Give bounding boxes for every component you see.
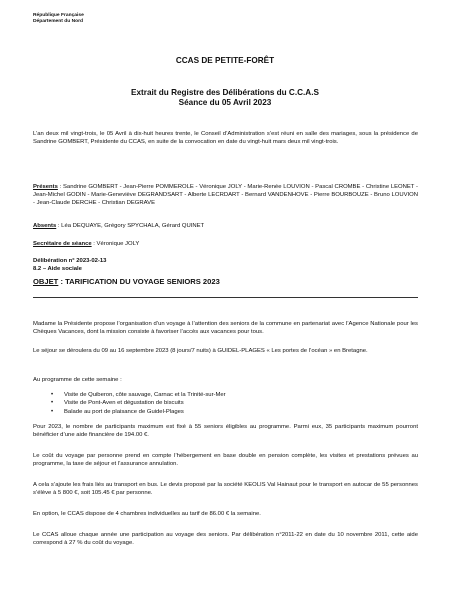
secretaire-sep: : bbox=[91, 241, 97, 247]
presents-sep: : bbox=[57, 184, 63, 190]
page-title: CCAS DE PETITE-FORÊT bbox=[175, 56, 275, 65]
intro-paragraph: L’an deux mil vingt-trois, le 05 Avril à dix-huit heures trente, le Conseil d’Administration s’est réuni en salle des mariages, sous la présidence de Sandrine GOMBERT, Présidente du CCAS, en suite de la convocation en date du vingt-huit mars deux mil vingt-trois. bbox=[33, 131, 418, 145]
presents-label: Présents bbox=[33, 184, 58, 190]
program-item: • Visite de Quiberon, côte sauvage, Carnac et la Trinité-sur-Mer bbox=[33, 391, 226, 399]
header-departement: Département du Nord bbox=[33, 19, 83, 24]
body-paragraph-7: Le CCAS alloue chaque année une participation au voyage des seniors. Par délibération n°2011-22 en date du 10 novembre 2011, cette aide correspond à 27 % du coût du voyage. bbox=[33, 532, 418, 546]
program-list bbox=[33, 391, 226, 416]
program-item: • Visite de Pont-Aven et dégustation de biscuits bbox=[33, 399, 226, 407]
absents-names: Léa DEQUAYE, Grégory SPYCHALA, Gérard QUINET bbox=[61, 223, 205, 229]
body-paragraph-6: En option, le CCAS dispose de 4 chambres individuelles au tarif de 86.00 € la semaine. bbox=[33, 511, 261, 517]
presents-names: Sandrine GOMBERT - Jean-Pierre POMMEROLE - Véronique JOLY - Marie-Renée LOUVION - Pascal CROMBE - Christine LEONET - Jean-Michel GODIN - Marie-Geneviève DEGRANDSART - Alberte LECRDART - Bernard VANDENHOVE - Pierre BOURBOUZE - Bruno LOUVION - Jean-Claude DERCHE - Christian DEGRAVE bbox=[33, 184, 418, 206]
extract-title: Extrait du Registre des Délibérations du C.C.A.S bbox=[131, 88, 319, 97]
body-paragraph-3: Pour 2023, le nombre de participants maximum est fixé à 55 seniors éligibles au programme. Parmi eux, 35 participants maximum pourront bénéficier d’une aide financière de 194.00 €. bbox=[33, 424, 418, 438]
program-item: • Balade au port de plaisance de Guidel-Plages bbox=[33, 408, 226, 416]
program-intro: Au programme de cette semaine : bbox=[33, 377, 122, 383]
body-paragraph-2: Le séjour se déroulera du 09 au 16 septembre 2023 (8 jours/7 nuits) à GUIDEL-PLAGES « Les portes de l’océan » en Bretagne. bbox=[33, 348, 368, 354]
secretaire-label: Secrétaire de séance bbox=[33, 241, 92, 247]
objet-line bbox=[33, 277, 418, 287]
divider-rule bbox=[33, 297, 418, 298]
secretaire-name: Véronique JOLY bbox=[96, 241, 140, 247]
absents-paragraph bbox=[33, 222, 418, 230]
deliberation-number: Délibération n° 2023-02-13 bbox=[33, 258, 107, 264]
header-republique: République Française bbox=[33, 13, 84, 18]
absents-label: Absents bbox=[33, 223, 57, 229]
objet-text: : TARIFICATION DU VOYAGE SENIORS 2023 bbox=[58, 277, 220, 286]
deliberation-category: 8.2 – Aide sociale bbox=[33, 266, 82, 272]
secretaire-paragraph bbox=[33, 240, 418, 248]
objet-label: OBJET bbox=[33, 277, 59, 286]
presents-paragraph bbox=[33, 183, 418, 207]
body-paragraph-4: Le coût du voyage par personne prend en compte l’hébergement en base double en pension complète, les visites et prestations prévues au programme, la taxe de séjour et l’assurance annulation. bbox=[33, 453, 418, 467]
absents-sep: : bbox=[56, 223, 62, 229]
session-date: Séance du 05 Avril 2023 bbox=[178, 98, 272, 107]
body-paragraph-1: Madame la Présidente propose l’organisation d’un voyage à l’attention des seniors de la commune en partenariat avec l’Agence Nationale pour les Chèques Vacances, dont la mission consiste à favoriser l’accès aux vacances pour tous. bbox=[33, 321, 418, 335]
body-paragraph-5: A cela s’ajoute les frais liés au transport en bus. Le devis proposé par la société KEOLIS Val Hainaut pour le transport en autocar de 55 personnes s’élève à 5 800 €, soit 105.45 € par personne. bbox=[33, 482, 418, 496]
